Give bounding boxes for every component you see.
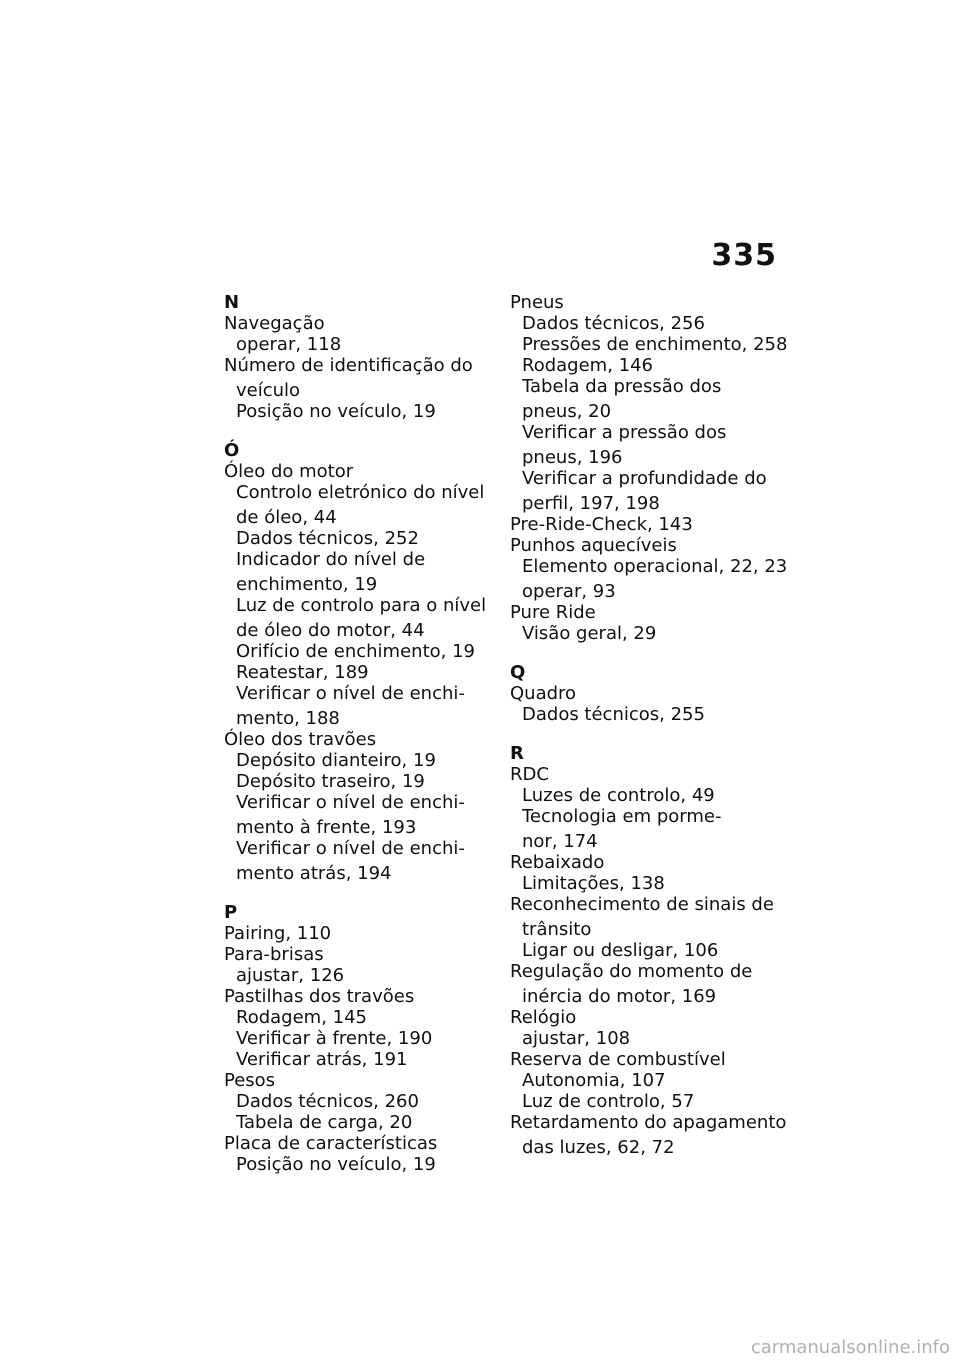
index-subentry: Tecnologia em porme- [522, 806, 722, 827]
index-entry: Relógio [510, 1007, 577, 1028]
section-gap [224, 884, 504, 902]
index-subentry: Dados técnicos, 255 [522, 704, 705, 725]
index-column-left [224, 292, 504, 1175]
index-entry: Punhos aquecíveis [510, 535, 677, 556]
index-letter-heading: Ó [224, 440, 240, 461]
index-subentry: Luzes de controlo, 49 [522, 785, 715, 806]
index-entry: Regulação do momento de [510, 961, 753, 982]
index-subentry: Rodagem, 145 [236, 1007, 368, 1028]
index-subentry: das luzes, 62, 72 [522, 1137, 675, 1158]
section-gap [510, 725, 790, 743]
index-subentry: Indicador do nível de [236, 549, 426, 570]
index-subentry: Dados técnicos, 260 [236, 1091, 419, 1112]
index-column-right [510, 292, 790, 1158]
index-letter-heading: P [224, 902, 238, 923]
index-entry: Pesos [224, 1070, 276, 1091]
index-subentry: Orifício de enchimento, 19 [236, 641, 475, 662]
index-subentry: Autonomia, 107 [522, 1070, 666, 1091]
index-subentry: enchimento, 19 [236, 574, 378, 595]
index-entry: Reconhecimento de sinais de [510, 894, 774, 915]
index-subentry: mento, 188 [236, 708, 340, 729]
index-subentry: mento à frente, 193 [236, 817, 417, 838]
index-entry: Navegação [224, 313, 325, 334]
index-subentry: Verificar o nível de enchi- [236, 838, 465, 859]
section-gap [510, 644, 790, 662]
index-entry: Pneus [510, 292, 564, 313]
index-subentry: Reatestar, 189 [236, 662, 369, 683]
index-entry: RDC [510, 764, 549, 785]
index-subentry: ajustar, 108 [522, 1028, 631, 1049]
index-letter-heading: Q [510, 662, 526, 683]
index-subentry: Posição no veículo, 19 [236, 401, 436, 422]
index-subentry: Verificar à frente, 190 [236, 1028, 433, 1049]
index-letter-heading: R [510, 743, 524, 764]
index-entry: Quadro [510, 683, 577, 704]
index-subentry: Tabela de carga, 20 [236, 1112, 413, 1133]
index-subentry: Dados técnicos, 256 [522, 313, 705, 334]
index-subentry: Verificar atrás, 191 [236, 1049, 408, 1070]
index-subentry: Controlo eletrónico do nível [236, 482, 485, 503]
index-subentry: de óleo do motor, 44 [236, 620, 425, 641]
index-subentry: ajustar, 126 [236, 965, 345, 986]
index-entry: Pure Ride [510, 602, 596, 623]
index-subentry: Limitações, 138 [522, 873, 665, 894]
index-subentry: Verificar o nível de enchi- [236, 683, 465, 704]
index-entry: Reserva de combustível [510, 1049, 726, 1070]
index-entry: Para-brisas [224, 944, 324, 965]
index-entry: Pre-Ride-Check, 143 [510, 514, 693, 535]
index-subentry: nor, 174 [522, 831, 598, 852]
index-subentry: inércia do motor, 169 [522, 986, 717, 1007]
index-subentry: Verificar a profundidade do [522, 468, 767, 489]
index-subentry: Luz de controlo para o nível [236, 595, 487, 616]
index-subentry: trânsito [522, 919, 592, 940]
section-gap [224, 422, 504, 440]
index-entry: Placa de características [224, 1133, 438, 1154]
index-entry: Óleo dos travões [224, 729, 377, 750]
index-subentry: Verificar o nível de enchi- [236, 792, 465, 813]
index-subentry: operar, 93 [522, 581, 616, 602]
index-subentry: pneus, 20 [522, 401, 612, 422]
page-number: 335 [711, 238, 777, 273]
index-subentry: Posição no veículo, 19 [236, 1154, 436, 1175]
index-subentry: Visão geral, 29 [522, 623, 657, 644]
index-letter-heading: N [224, 292, 240, 313]
index-subentry: Depósito dianteiro, 19 [236, 750, 436, 771]
index-subentry: Luz de controlo, 57 [522, 1091, 695, 1112]
index-subentry: Verificar a pressão dos [522, 422, 727, 443]
index-subentry: pneus, 196 [522, 447, 623, 468]
index-entry: Pastilhas dos travões [224, 986, 415, 1007]
index-subentry: Rodagem, 146 [522, 355, 654, 376]
index-subentry: de óleo, 44 [236, 507, 337, 528]
index-subentry: mento atrás, 194 [236, 863, 392, 884]
index-subentry: veículo [236, 380, 301, 401]
footer-watermark: carmanualsonline.info [750, 1337, 950, 1358]
index-subentry: perfil, 197, 198 [522, 493, 660, 514]
index-subentry: Ligar ou desligar, 106 [522, 940, 719, 961]
index-entry: Rebaixado [510, 852, 605, 873]
index-subentry: Elemento operacional, 22, 23 [522, 556, 788, 577]
index-entry: Número de identificação do [224, 355, 473, 376]
index-entry: Pairing, 110 [224, 923, 332, 944]
index-subentry: Depósito traseiro, 19 [236, 771, 425, 792]
index-entry: Retardamento do apagamento [510, 1112, 787, 1133]
index-subentry: Dados técnicos, 252 [236, 528, 419, 549]
index-subentry: Tabela da pressão dos [522, 376, 722, 397]
index-subentry: Pressões de enchimento, 258 [522, 334, 788, 355]
index-entry: Óleo do motor [224, 461, 354, 482]
index-subentry: operar, 118 [236, 334, 342, 355]
